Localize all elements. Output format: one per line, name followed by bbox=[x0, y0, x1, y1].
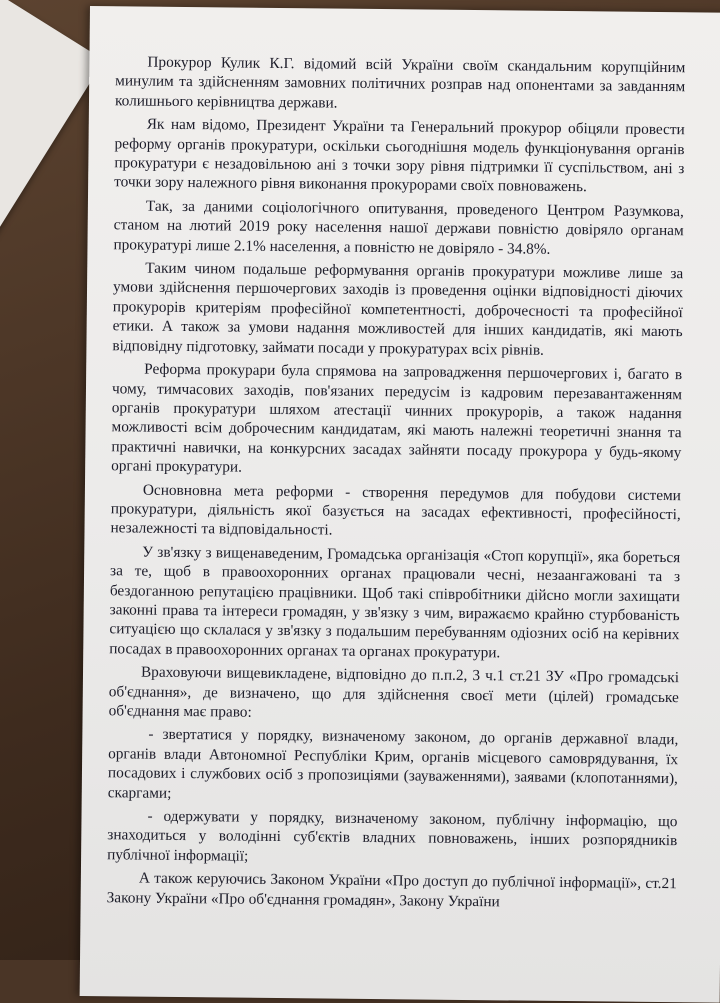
paragraph-survey: Так, за даними соціологічного опитування, проведеного Центром Разумкова, станом на лютий 2019 року населення нашої держави повністю довіряло органам прокуратурі лише 2.1% населення, а повністю не довіряло - 34.8%. bbox=[113, 197, 684, 258]
list-item-appeal: - звертатися у порядку, визначеному законом, до органів державної влади, органів влади Автономної Республіки Крим, органів місцевого самоврядування, їх посадових і службових осіб з пропозиціями (зауваженнями), заявами (клопотаннями), скаргами; bbox=[107, 726, 679, 802]
paragraph-closing: А також керуючись Законом України «Про доступ до публічної інформації», ст.21 Закону України «Про об'єднання громадян», Закону України bbox=[106, 869, 677, 910]
paragraph-further-reform: Таким чином подальше реформування органів прокуратури можливе лише за умови здійснення першочергових заходів із проведення оцінки відповідності діючих прокурорів критеріям професійної компетентності, доброчесності та професійної етики. А також за умови надання можливостей для інших кандидатів, які мають відповідну підготовку, займати посади у прокуратурах всіх рівнів. bbox=[112, 259, 684, 359]
list-item-information: - одержувати у порядку, визначеному законом, публічну інформацію, що знаходиться у володінні суб'єктів владних повноважень, інших розпорядників публічної інформації; bbox=[107, 807, 678, 865]
paragraph-main-goal: Основновна мета реформи - створення передумов для побудови системи прокуратури, діяльність якої базується на засадах ефективності, професійності, незалежності та відповідальності. bbox=[110, 481, 681, 539]
paragraph-reform-measures: Реформа прокурари була спрямова на запровадження першочергових і, багато в чому, тимчасових заходів, пов'язаних передусім із кадровим перезавантаженням органів прокуратури шляхом атестації чинних прокурорів, а також надання можливості всім доброчесним кандидатам, які мають належні теоретичні знання та практичні навички, на конкурсних засадах зайняти посаду прокурора у будь-якому органі прокуратури. bbox=[111, 360, 683, 476]
paragraph-intro: Прокурор Кулик К.Г. відомий всій України своїм скандальним корупційним минулим та здійсненням замовних політичних розправ над опонентами за завданням колишнього керівництва держави. bbox=[114, 53, 686, 112]
paragraph-organization: У зв'язку з вищенаведеним, Громадська організація «Стоп корупції», яка бореться за те, щоб в правоохоронних органах працювали чесні, незаангажовані та з бездоганною репутацією працівники. Щоб такі співробітники дійсно могли захищати законні права та інтереси громадян, у зв'язку з чим, виражаємо крайню стурбованість ситуацією що склалася у зв'язку з подальшим перебуванням одіозних осіб на керівних посадах в правоохоронних органах та органах прокуратури. bbox=[109, 543, 681, 662]
document-page bbox=[80, 6, 720, 1003]
paragraph-legal-basis: Враховуючи вищевикладене, відповідно до п.п.2, 3 ч.1 ст.21 ЗУ «Про громадські об'єднання», де визначено, що для здійснення своєї мети (цілей) громадське об'єднання має право: bbox=[108, 663, 680, 721]
document-body bbox=[107, 52, 686, 917]
paragraph-reform-promise: Як нам відомо, Президент України та Генеральний прокурор обіцяли провести реформу органів прокуратури, оскільки сьогоднішня модель функціонування органів прокуратури є незадовільною ані з точки зору рівня підтримки її суспільством, ані з точки зору належного рівня виконання прокурорами своїх повноважень. bbox=[114, 115, 685, 196]
